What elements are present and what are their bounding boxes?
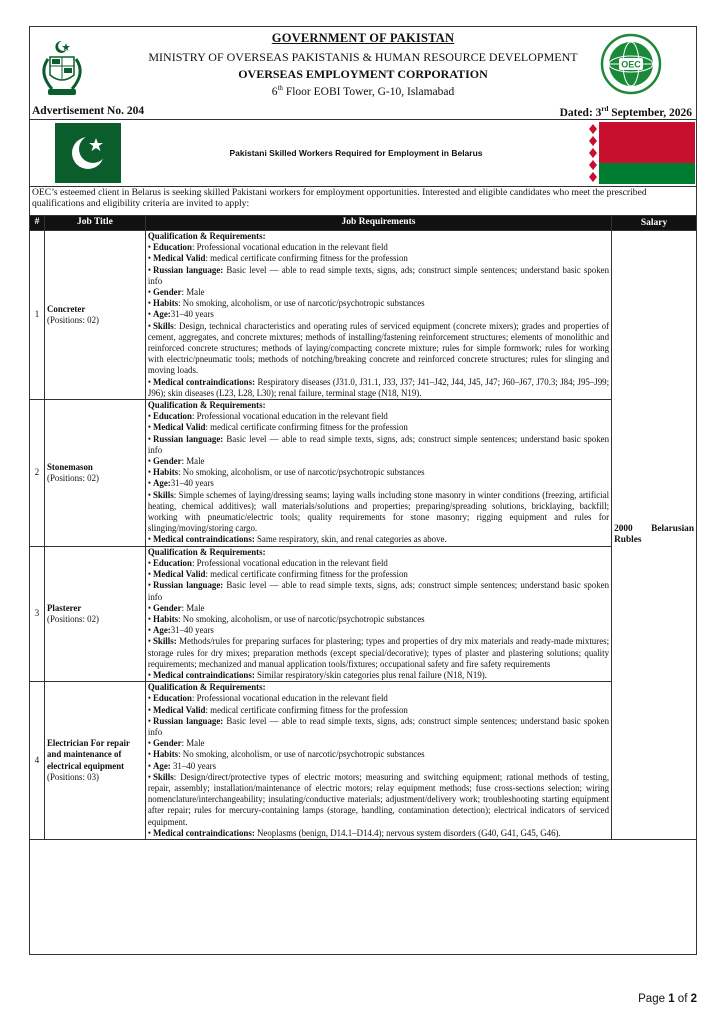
- requirements-heading: Qualification & Requirements:: [147, 231, 266, 241]
- list-item: [148, 693, 609, 704]
- requirement-key: Education: [152, 693, 192, 704]
- jobs-table: [29, 215, 697, 840]
- header-job-title: Job Title: [44, 216, 145, 231]
- pakistan-emblem-icon: [36, 39, 88, 97]
- requirements-list: [148, 558, 609, 681]
- requirement-value: 31–40 years: [170, 625, 214, 636]
- job-requirements: [145, 231, 611, 400]
- intro-paragraph: OEC’s esteemed client in Belarus is seeking skilled Pakistani workers for employment opportunities. Interested and eligible candidates who meet the prescribed qualifications and eligibility criteria are invited to apply:: [32, 187, 647, 209]
- requirement-key: Medical Valid: [152, 253, 206, 264]
- list-item: [148, 298, 609, 309]
- requirements-list: [148, 242, 609, 399]
- requirement-key: Skills: [152, 320, 174, 331]
- requirement-key: Age:: [152, 478, 171, 489]
- list-item: [148, 705, 609, 716]
- job-number: 1: [30, 231, 45, 400]
- job-positions: (Positions: 02): [46, 613, 100, 624]
- job-title-cell: [44, 546, 145, 681]
- requirement-value: : No smoking, alcoholism, or use of narcotic/psychotropic substances: [178, 613, 425, 624]
- list-item: [148, 534, 609, 545]
- requirement-value: Respiratory diseases (J31.0, J31.1, J33, J37; J41–J42, J44, J45, J47; J60–J67, J70.3; J84; J95–J99; J96); skin diseases (L23, L28, L30); renal failure, terminal stage (N18, N19).: [147, 376, 610, 398]
- job-title-cell: [44, 682, 145, 840]
- requirement-value: : Professional vocational education in the relevant field: [191, 242, 388, 253]
- list-item: [148, 377, 609, 399]
- requirement-value: 31–40 years: [170, 309, 214, 320]
- salary-cell: [612, 231, 697, 840]
- job-title: Concreter: [46, 303, 86, 314]
- list-item: [148, 456, 609, 467]
- requirement-key: Education: [152, 242, 192, 253]
- list-item: [148, 478, 609, 489]
- requirement-value: : medical certificate confirming fitness for the profession: [205, 422, 408, 433]
- letterhead: [30, 27, 696, 102]
- requirement-key: Gender: [152, 456, 182, 467]
- list-item: [148, 603, 609, 614]
- job-title: Electrician For repair and maintenance of electrical equipment: [46, 738, 130, 771]
- job-title: Stonemason: [46, 461, 93, 472]
- list-item: [148, 558, 609, 569]
- requirement-key: Education: [152, 557, 192, 568]
- requirement-value: : No smoking, alcoholism, or use of narcotic/psychotropic substances: [178, 298, 425, 309]
- table-row: [30, 400, 697, 547]
- job-requirements: [145, 682, 611, 840]
- requirement-key: Habits: [152, 467, 179, 478]
- requirement-key: Medical contraindications:: [152, 827, 255, 838]
- requirement-value: : No smoking, alcoholism, or use of narcotic/psychotropic substances: [178, 467, 425, 478]
- list-item: [148, 716, 609, 738]
- requirement-value: : Male: [181, 602, 205, 613]
- requirement-value: : Design, technical characteristics and operating rules of serviced equipment (concrete mixers); grades and properties of cement, aggregates, and concrete mixtures; methods of installing/fastening reinforcement structures; elements of monolithic and reinforced concrete structures; methods of laying/compacting concrete mixture; rules for simple formwork; rules for working with electric/pneumatic tools; methods of notching/breaking concrete and reinforced concrete structures; rules for slinging and moving loads.: [147, 320, 610, 376]
- table-row: [30, 682, 697, 840]
- list-item: [148, 265, 609, 287]
- list-item: [148, 614, 609, 625]
- list-item: [148, 287, 609, 298]
- corporation-title: OVERSEAS EMPLOYMENT CORPORATION: [238, 67, 488, 81]
- ministry-title: MINISTRY OF OVERSEAS PAKISTANIS & HUMAN RESOURCE DEVELOPMENT: [148, 50, 578, 64]
- requirement-value: : No smoking, alcoholism, or use of narcotic/psychotropic substances: [178, 749, 425, 760]
- list-item: [148, 490, 609, 535]
- oec-logo-text: OEC: [621, 59, 641, 70]
- requirement-value: : medical certificate confirming fitness for the profession: [205, 704, 408, 715]
- requirement-value: Basic level — able to read simple texts, signs, ads; construct simple sentences; understand basic spoken info: [147, 715, 610, 737]
- requirement-key: Skills: [152, 771, 174, 782]
- job-positions: (Positions: 02): [46, 315, 100, 326]
- requirement-key: Medical contraindications:: [152, 376, 256, 387]
- government-title: GOVERNMENT OF PAKISTAN: [271, 31, 455, 45]
- job-requirements: [145, 546, 611, 681]
- salary-amount: 2000 Belarusian: [614, 523, 694, 534]
- requirement-key: Habits: [152, 749, 179, 760]
- requirement-value: 31–40 years: [170, 478, 214, 489]
- table-row: [30, 231, 697, 400]
- requirement-key: Habits: [152, 613, 179, 624]
- header-number: #: [30, 216, 45, 231]
- requirement-key: Gender: [152, 738, 182, 749]
- requirement-value: 31–40 years: [170, 760, 217, 771]
- requirement-value: : Simple schemes of laying/dressing seams; laying walls including stone masonry in winter conditions (freezing, artificial heating, chemical additives); wall materials/solutions and properties; preparing/spreading solutions, bricklaying, backfill; working with pneumatic/electric tools; quality requirements for stone masonry; rigging equipment and rules for slinging/moving/storing cargo.: [147, 489, 610, 534]
- requirement-key: Age:: [152, 760, 171, 771]
- list-item: [148, 625, 609, 636]
- requirement-key: Education: [152, 411, 192, 422]
- advertisement-number: Advertisement No. 204: [32, 105, 145, 117]
- requirement-key: Skills:: [152, 636, 177, 647]
- job-title-cell: [44, 400, 145, 547]
- requirement-value: : Professional vocational education in the relevant field: [191, 693, 388, 704]
- requirement-value: Methods/rules for preparing surfaces for plastering; types and properties of dry mix materials and ready-made mixtures; storage rules for dry mixes; preparation methods (except special/decorative); types of plaster and plastering solutions; quality requirements; mechanized and manual application tools/fixtures; occupational safety and fire safety requirements: [147, 636, 610, 669]
- advertisement-date: Dated: 3rd September, 2026: [559, 105, 692, 119]
- address: 6th Floor EOBI Tower, G-10, Islamabad: [271, 84, 455, 98]
- job-title-cell: [44, 231, 145, 400]
- list-item: [148, 467, 609, 478]
- banner: [30, 119, 696, 187]
- requirement-key: Habits: [152, 298, 179, 309]
- list-item: [148, 309, 609, 320]
- requirement-key: Medical contraindications:: [152, 534, 255, 545]
- requirement-value: : Male: [181, 738, 205, 749]
- requirement-key: Russian language:: [152, 433, 224, 444]
- list-item: [148, 242, 609, 253]
- requirements-list: [148, 693, 609, 839]
- table-row: [30, 546, 697, 681]
- requirement-key: Gender: [152, 602, 182, 613]
- requirement-value: : Professional vocational education in the relevant field: [191, 411, 388, 422]
- requirement-key: Russian language:: [152, 264, 224, 275]
- requirement-value: Basic level — able to read simple texts, signs, ads; construct simple sentences; understand basic spoken info: [147, 580, 610, 602]
- requirement-value: : medical certificate confirming fitness for the profession: [205, 569, 408, 580]
- list-item: [148, 636, 609, 670]
- requirement-value: : Professional vocational education in the relevant field: [191, 557, 388, 568]
- list-item: [148, 253, 609, 264]
- requirement-key: Age:: [152, 309, 171, 320]
- job-number: 3: [30, 546, 45, 681]
- page-number: Page 1 of 2: [638, 993, 697, 1005]
- list-item: [148, 670, 609, 681]
- list-item: [148, 434, 609, 456]
- oec-logo-icon: [600, 33, 662, 95]
- requirements-heading: Qualification & Requirements:: [147, 546, 266, 557]
- requirement-key: Skills: [152, 489, 174, 500]
- job-requirements: [145, 400, 611, 547]
- list-item: [148, 772, 609, 828]
- requirement-key: Gender: [152, 287, 182, 298]
- job-number: 2: [30, 400, 45, 547]
- list-item: [148, 411, 609, 422]
- requirement-value: Same respiratory, skin, and renal categories as above.: [254, 534, 447, 545]
- list-item: [148, 321, 609, 377]
- list-item: [148, 580, 609, 602]
- list-item: [148, 761, 609, 772]
- requirement-key: Medical Valid: [152, 569, 206, 580]
- job-title: Plasterer: [46, 602, 82, 613]
- requirement-key: Russian language:: [152, 580, 224, 591]
- table-header-row: [30, 216, 697, 231]
- requirement-key: Medical Valid: [152, 422, 206, 433]
- header-salary: Salary: [612, 216, 697, 231]
- document-frame: [29, 26, 697, 955]
- requirement-value: Neoplasms (benign, D14.1–D14.4); nervous system disorders (G40, G41, G45, G46).: [254, 827, 561, 838]
- belarus-flag-icon: [587, 122, 695, 184]
- requirement-value: : Design/direct/protective types of electric motors; measuring and switching equipment; rational methods of testing, repair, assembly; installation/maintenance of electric motors; relay equipment methods; fuse cross-sections selection; wiring nomenclature/interchangeability; insulating/conductive materials; adjustment/delivery work; troubleshooting starting equipment after repair; rules for mercury-containing lamps (storage, handling, contamination detection); electrical indicators of serviced equipment.: [147, 771, 610, 827]
- pakistan-flag-icon: [33, 123, 121, 183]
- requirement-key: Age:: [152, 625, 171, 636]
- list-item: [148, 828, 609, 839]
- requirements-list: [148, 411, 609, 545]
- requirements-heading: Qualification & Requirements:: [147, 682, 266, 693]
- header-job-requirements: Job Requirements: [145, 216, 611, 231]
- requirement-value: : medical certificate confirming fitness for the profession: [205, 253, 408, 264]
- requirement-value: Basic level — able to read simple texts, signs, ads; construct simple sentences; understand basic spoken info: [147, 264, 610, 286]
- requirement-value: Basic level — able to read simple texts, signs, ads; construct simple sentences; understand basic spoken info: [147, 433, 610, 455]
- requirement-value: Similar respiratory/skin categories plus renal failure (N18, N19).: [254, 669, 487, 680]
- requirement-key: Medical Valid: [152, 704, 206, 715]
- list-item: [148, 749, 609, 760]
- requirement-key: Russian language:: [152, 715, 224, 726]
- requirement-value: : Male: [181, 456, 205, 467]
- requirement-value: : Male: [181, 287, 205, 298]
- list-item: [148, 738, 609, 749]
- list-item: [148, 569, 609, 580]
- banner-title: Pakistani Skilled Workers Required for Employment in Belarus: [229, 148, 483, 158]
- job-positions: (Positions: 02): [46, 472, 100, 483]
- salary-currency: Rubles: [614, 534, 642, 545]
- job-number: 4: [30, 682, 45, 840]
- list-item: [148, 422, 609, 433]
- requirements-heading: Qualification & Requirements:: [147, 400, 266, 411]
- job-positions: (Positions: 03): [46, 771, 100, 782]
- requirement-key: Medical contraindications:: [152, 669, 255, 680]
